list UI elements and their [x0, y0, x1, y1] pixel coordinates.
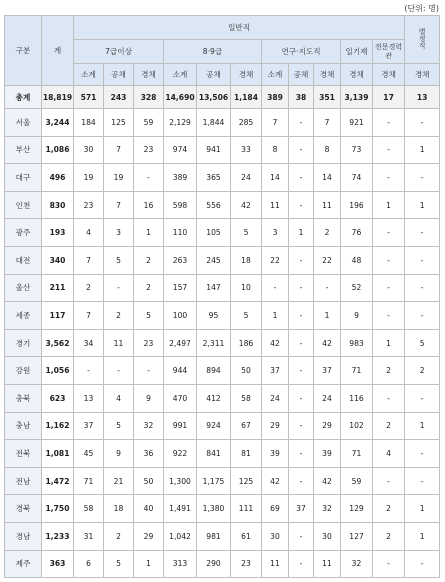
- table-cell: 147: [197, 274, 231, 302]
- table-cell: 1,472: [42, 467, 74, 495]
- table-cell: 1: [289, 219, 314, 247]
- table-cell: 21: [104, 467, 134, 495]
- header-research-career: 경채: [314, 64, 341, 86]
- table-cell: 1: [405, 522, 440, 550]
- table-cell: 111: [231, 495, 262, 523]
- region-label: 경북: [5, 495, 42, 523]
- table-cell: 1,844: [197, 109, 231, 137]
- table-cell: 48: [341, 246, 373, 274]
- table-row: [5, 440, 440, 468]
- table-cell: 37: [74, 412, 104, 440]
- region-label: 충남: [5, 412, 42, 440]
- table-cell: 23: [231, 550, 262, 578]
- table-cell: 37: [314, 357, 341, 385]
- table-cell: 8: [314, 136, 341, 164]
- table-cell: 125: [231, 467, 262, 495]
- header-g89-open: 공채: [197, 64, 231, 86]
- table-cell: 922: [164, 440, 197, 468]
- total-cell: 13: [405, 86, 440, 109]
- table-cell: 29: [134, 522, 164, 550]
- header-grade7: 7급이상: [74, 40, 164, 64]
- total-row: [5, 86, 440, 109]
- table-row: [5, 109, 440, 137]
- table-row: [5, 495, 440, 523]
- table-cell: 1,042: [164, 522, 197, 550]
- header-region: 구분: [5, 16, 42, 86]
- table-cell: -: [289, 384, 314, 412]
- table-cell: -: [405, 219, 440, 247]
- table-cell: 4: [373, 440, 405, 468]
- table-cell: 2: [134, 274, 164, 302]
- region-label: 제주: [5, 550, 42, 578]
- table-cell: 1: [134, 550, 164, 578]
- table-cell: 285: [231, 109, 262, 137]
- header-g7-career: 경채: [134, 64, 164, 86]
- table-cell: 313: [164, 550, 197, 578]
- table-cell: 19: [104, 164, 134, 192]
- table-cell: -: [289, 522, 314, 550]
- total-cell: 571: [74, 86, 104, 109]
- table-cell: -: [373, 164, 405, 192]
- table-cell: 31: [74, 522, 104, 550]
- table-cell: -: [373, 302, 405, 330]
- table-cell: 30: [74, 136, 104, 164]
- total-label: 총계: [5, 86, 42, 109]
- table-cell: 924: [197, 412, 231, 440]
- region-label: 경기: [5, 329, 42, 357]
- table-cell: -: [405, 164, 440, 192]
- region-label: 전남: [5, 467, 42, 495]
- table-row: [5, 136, 440, 164]
- header-daily-career: 경채: [341, 64, 373, 86]
- table-cell: 1: [405, 136, 440, 164]
- table-cell: 991: [164, 412, 197, 440]
- table-cell: 245: [197, 246, 231, 274]
- header-expert: 전문경력관: [373, 40, 405, 64]
- table-cell: 841: [197, 440, 231, 468]
- table-row: [5, 164, 440, 192]
- header-special-label: 별정직: [418, 28, 427, 49]
- table-cell: 2: [104, 302, 134, 330]
- table-cell: 1,081: [42, 440, 74, 468]
- region-label: 광주: [5, 219, 42, 247]
- table-cell: 42: [314, 467, 341, 495]
- table-cell: 61: [231, 522, 262, 550]
- table-cell: 1,056: [42, 357, 74, 385]
- table-cell: 23: [134, 136, 164, 164]
- table-cell: -: [289, 136, 314, 164]
- table-cell: 1,175: [197, 467, 231, 495]
- table-cell: 105: [197, 219, 231, 247]
- table-cell: 3: [104, 219, 134, 247]
- header-daily: 일기제: [341, 40, 373, 64]
- table-cell: 7: [104, 136, 134, 164]
- table-cell: 1,750: [42, 495, 74, 523]
- table-cell: 24: [231, 164, 262, 192]
- table-cell: -: [373, 274, 405, 302]
- table-cell: -: [134, 164, 164, 192]
- table-cell: 14: [314, 164, 341, 192]
- table-cell: 42: [262, 467, 289, 495]
- table-cell: 19: [74, 164, 104, 192]
- header-g89-career: 경채: [231, 64, 262, 86]
- table-cell: -: [74, 357, 104, 385]
- table-cell: 157: [164, 274, 197, 302]
- table-cell: 40: [134, 495, 164, 523]
- table-cell: 52: [341, 274, 373, 302]
- table-cell: 2: [74, 274, 104, 302]
- table-cell: 37: [289, 495, 314, 523]
- table-cell: 2: [373, 412, 405, 440]
- table-cell: 4: [74, 219, 104, 247]
- table-cell: -: [289, 467, 314, 495]
- table-cell: 2,311: [197, 329, 231, 357]
- table-cell: -: [289, 550, 314, 578]
- table-row: [5, 384, 440, 412]
- table-cell: -: [262, 274, 289, 302]
- table-cell: -: [314, 274, 341, 302]
- table-cell: 2: [134, 246, 164, 274]
- table-cell: 71: [74, 467, 104, 495]
- table-cell: 5: [231, 219, 262, 247]
- table-row: [5, 219, 440, 247]
- table-cell: 73: [341, 136, 373, 164]
- table-cell: 33: [231, 136, 262, 164]
- table-row: [5, 550, 440, 578]
- table-cell: 127: [341, 522, 373, 550]
- table-cell: 34: [74, 329, 104, 357]
- header-research-sub: 소계: [262, 64, 289, 86]
- table-cell: 5: [104, 246, 134, 274]
- table-cell: 944: [164, 357, 197, 385]
- total-cell: 14,690: [164, 86, 197, 109]
- table-cell: 1: [405, 412, 440, 440]
- table-cell: 23: [134, 329, 164, 357]
- table-cell: -: [289, 440, 314, 468]
- header-g89-sub: 소계: [164, 64, 197, 86]
- table-cell: 556: [197, 191, 231, 219]
- table-cell: 470: [164, 384, 197, 412]
- total-cell: 17: [373, 86, 405, 109]
- total-cell: 351: [314, 86, 341, 109]
- table-cell: 11: [314, 191, 341, 219]
- table-cell: 11: [262, 550, 289, 578]
- table-cell: 129: [341, 495, 373, 523]
- region-label: 충북: [5, 384, 42, 412]
- table-row: [5, 357, 440, 385]
- table-cell: -: [405, 302, 440, 330]
- region-label: 울산: [5, 274, 42, 302]
- table-row: [5, 329, 440, 357]
- table-cell: 1,233: [42, 522, 74, 550]
- table-cell: 196: [341, 191, 373, 219]
- table-cell: -: [289, 412, 314, 440]
- table-cell: 830: [42, 191, 74, 219]
- table-cell: 8: [262, 136, 289, 164]
- table-cell: 110: [164, 219, 197, 247]
- table-cell: 981: [197, 522, 231, 550]
- table-cell: 5: [104, 412, 134, 440]
- table-cell: 30: [262, 522, 289, 550]
- table-cell: 1: [262, 302, 289, 330]
- table-cell: 71: [341, 440, 373, 468]
- total-cell: 13,506: [197, 86, 231, 109]
- table-cell: 18: [104, 495, 134, 523]
- table-cell: 389: [164, 164, 197, 192]
- table-cell: -: [373, 550, 405, 578]
- total-cell: 1,184: [231, 86, 262, 109]
- table-cell: -: [373, 136, 405, 164]
- table-cell: 1,491: [164, 495, 197, 523]
- table-cell: 211: [42, 274, 74, 302]
- table-cell: 6: [74, 550, 104, 578]
- table-cell: 45: [74, 440, 104, 468]
- region-label: 서울: [5, 109, 42, 137]
- region-label: 전북: [5, 440, 42, 468]
- table-cell: 1: [373, 191, 405, 219]
- table-cell: -: [373, 109, 405, 137]
- table-cell: 4: [104, 384, 134, 412]
- table-cell: 598: [164, 191, 197, 219]
- header-special: [405, 16, 440, 64]
- table-cell: 18: [231, 246, 262, 274]
- table-cell: 340: [42, 246, 74, 274]
- table-cell: 58: [231, 384, 262, 412]
- table-cell: 1: [134, 219, 164, 247]
- table-cell: 59: [341, 467, 373, 495]
- table-row: [5, 246, 440, 274]
- table-cell: -: [405, 274, 440, 302]
- table-cell: -: [373, 467, 405, 495]
- table-cell: 941: [197, 136, 231, 164]
- table-cell: 193: [42, 219, 74, 247]
- table-cell: 3,562: [42, 329, 74, 357]
- table-cell: 921: [341, 109, 373, 137]
- table-cell: 74: [341, 164, 373, 192]
- table-cell: 2: [373, 357, 405, 385]
- table-cell: 7: [262, 109, 289, 137]
- table-cell: 2,129: [164, 109, 197, 137]
- table-cell: 9: [104, 440, 134, 468]
- table-cell: -: [373, 246, 405, 274]
- header-expert-career: 경채: [373, 64, 405, 86]
- table-cell: 39: [314, 440, 341, 468]
- table-cell: 100: [164, 302, 197, 330]
- table-cell: 894: [197, 357, 231, 385]
- table-cell: 30: [314, 522, 341, 550]
- table-cell: 974: [164, 136, 197, 164]
- total-cell: 38: [289, 86, 314, 109]
- table-cell: 623: [42, 384, 74, 412]
- table-cell: 59: [134, 109, 164, 137]
- table-cell: 290: [197, 550, 231, 578]
- table-cell: 67: [231, 412, 262, 440]
- table-cell: 365: [197, 164, 231, 192]
- table-cell: -: [289, 274, 314, 302]
- table-cell: 116: [341, 384, 373, 412]
- header-g7-sub: 소계: [74, 64, 104, 86]
- table-cell: 23: [74, 191, 104, 219]
- total-cell: 389: [262, 86, 289, 109]
- table-cell: -: [405, 467, 440, 495]
- table-cell: 1: [405, 495, 440, 523]
- table-cell: -: [405, 109, 440, 137]
- table-cell: 11: [314, 550, 341, 578]
- table-cell: 7: [74, 246, 104, 274]
- table-cell: 9: [134, 384, 164, 412]
- table-row: [5, 412, 440, 440]
- table-cell: 125: [104, 109, 134, 137]
- table-cell: -: [289, 109, 314, 137]
- staffing-table: [4, 15, 440, 578]
- table-cell: 184: [74, 109, 104, 137]
- table-cell: 1,300: [164, 467, 197, 495]
- table-cell: 11: [104, 329, 134, 357]
- table-cell: 5: [231, 302, 262, 330]
- table-cell: 50: [134, 467, 164, 495]
- header-research-open: 공채: [289, 64, 314, 86]
- table-cell: 42: [231, 191, 262, 219]
- table-cell: 42: [314, 329, 341, 357]
- table-cell: 117: [42, 302, 74, 330]
- table-cell: 2: [373, 522, 405, 550]
- table-cell: 263: [164, 246, 197, 274]
- table-cell: 22: [314, 246, 341, 274]
- header-total: 계: [42, 16, 74, 86]
- table-cell: 81: [231, 440, 262, 468]
- table-cell: 1: [405, 191, 440, 219]
- table-cell: 5: [134, 302, 164, 330]
- table-cell: -: [134, 357, 164, 385]
- region-label: 대전: [5, 246, 42, 274]
- table-cell: 363: [42, 550, 74, 578]
- table-cell: -: [289, 246, 314, 274]
- table-cell: 95: [197, 302, 231, 330]
- table-cell: 71: [341, 357, 373, 385]
- table-cell: -: [104, 274, 134, 302]
- table-cell: 102: [341, 412, 373, 440]
- table-cell: -: [373, 384, 405, 412]
- table-cell: 32: [314, 495, 341, 523]
- total-cell: 18,819: [42, 86, 74, 109]
- table-cell: -: [405, 440, 440, 468]
- table-cell: 39: [262, 440, 289, 468]
- table-cell: 13: [74, 384, 104, 412]
- table-cell: 50: [231, 357, 262, 385]
- table-cell: 32: [134, 412, 164, 440]
- table-cell: 2: [104, 522, 134, 550]
- table-cell: -: [289, 164, 314, 192]
- table-cell: 1: [373, 329, 405, 357]
- table-row: [5, 191, 440, 219]
- region-label: 경남: [5, 522, 42, 550]
- table-cell: 22: [262, 246, 289, 274]
- table-cell: 2: [405, 357, 440, 385]
- table-cell: 3,244: [42, 109, 74, 137]
- table-cell: -: [373, 219, 405, 247]
- table-cell: 9: [341, 302, 373, 330]
- table-cell: 58: [74, 495, 104, 523]
- header-g7-open: 공채: [104, 64, 134, 86]
- table-cell: -: [289, 329, 314, 357]
- table-cell: 29: [314, 412, 341, 440]
- table-cell: 29: [262, 412, 289, 440]
- unit-label: (단위: 명): [404, 4, 439, 13]
- table-cell: 1,086: [42, 136, 74, 164]
- region-label: 부산: [5, 136, 42, 164]
- total-cell: 3,139: [341, 86, 373, 109]
- table-cell: 7: [104, 191, 134, 219]
- table-cell: 24: [262, 384, 289, 412]
- table-cell: -: [289, 191, 314, 219]
- table-row: [5, 522, 440, 550]
- table-cell: 186: [231, 329, 262, 357]
- table-cell: 37: [262, 357, 289, 385]
- table-cell: 1: [314, 302, 341, 330]
- table-cell: 42: [262, 329, 289, 357]
- table-cell: 11: [262, 191, 289, 219]
- table-cell: 69: [262, 495, 289, 523]
- table-cell: 24: [314, 384, 341, 412]
- region-label: 세종: [5, 302, 42, 330]
- header-special-career: 경채: [405, 64, 440, 86]
- table-cell: 32: [341, 550, 373, 578]
- table-row: [5, 274, 440, 302]
- table-row: [5, 302, 440, 330]
- table-cell: 412: [197, 384, 231, 412]
- total-cell: 243: [104, 86, 134, 109]
- table-row: [5, 467, 440, 495]
- table-cell: 14: [262, 164, 289, 192]
- table-cell: -: [405, 550, 440, 578]
- table-cell: 1,162: [42, 412, 74, 440]
- header-research: 연구·지도직: [262, 40, 341, 64]
- table-cell: 983: [341, 329, 373, 357]
- table-cell: 2: [373, 495, 405, 523]
- region-label: 인천: [5, 191, 42, 219]
- table-cell: -: [104, 357, 134, 385]
- table-cell: 1,380: [197, 495, 231, 523]
- total-cell: 328: [134, 86, 164, 109]
- table-cell: 2,497: [164, 329, 197, 357]
- region-label: 대구: [5, 164, 42, 192]
- table-cell: 7: [314, 109, 341, 137]
- table-cell: -: [405, 246, 440, 274]
- table-cell: 10: [231, 274, 262, 302]
- table-cell: 496: [42, 164, 74, 192]
- header-grade89: 8·9급: [164, 40, 262, 64]
- table-cell: -: [289, 357, 314, 385]
- table-cell: -: [405, 384, 440, 412]
- table-cell: 36: [134, 440, 164, 468]
- table-cell: 5: [405, 329, 440, 357]
- table-cell: 7: [74, 302, 104, 330]
- table-cell: 76: [341, 219, 373, 247]
- table-cell: 16: [134, 191, 164, 219]
- region-label: 강원: [5, 357, 42, 385]
- table-cell: 3: [262, 219, 289, 247]
- table-cell: 2: [314, 219, 341, 247]
- header-general: 일반직: [74, 16, 405, 40]
- table-cell: 5: [104, 550, 134, 578]
- table-cell: -: [289, 302, 314, 330]
